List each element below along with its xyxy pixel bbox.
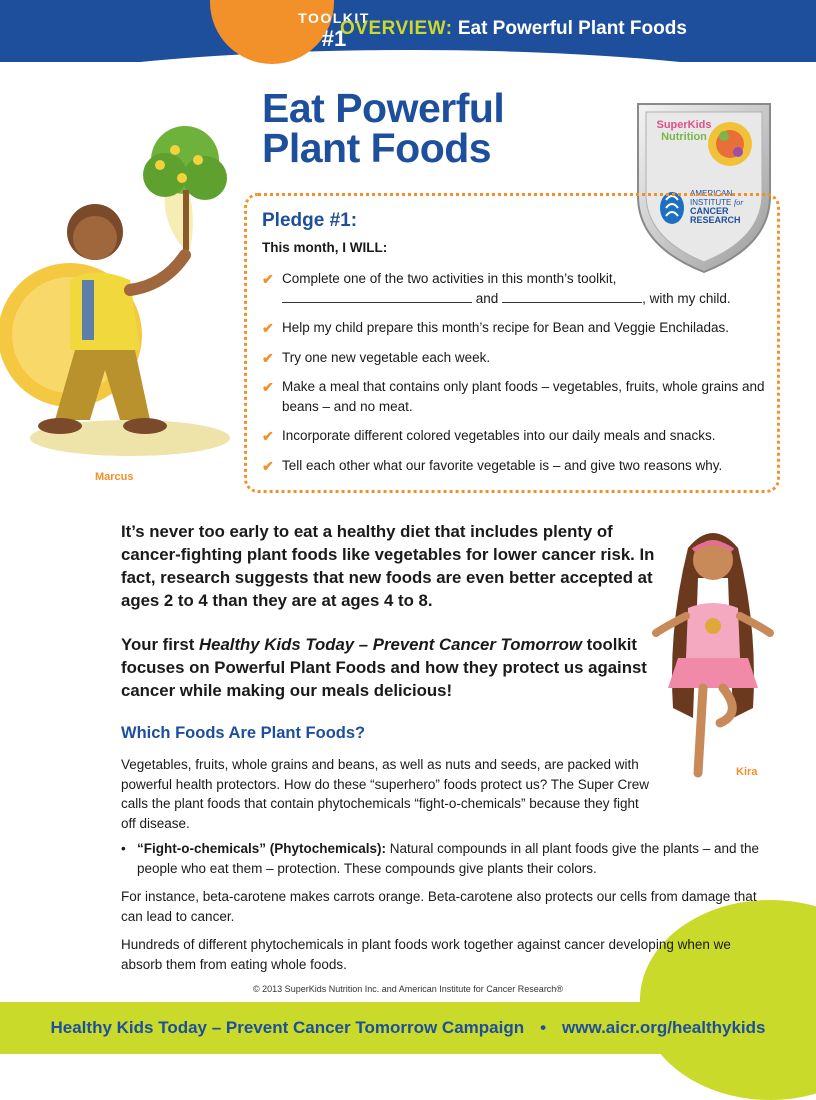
- checkmark-icon: ✔: [262, 350, 274, 366]
- marcus-caption: Marcus: [95, 471, 134, 483]
- intro2-start: Your first: [121, 635, 200, 654]
- pledge-item: [262, 348, 772, 368]
- footer-url-link[interactable]: www.aicr.org/healthykids: [562, 1018, 766, 1037]
- page-title: [262, 85, 622, 171]
- logo-org-research: RESEARCH: [690, 215, 741, 225]
- copyright: © 2013 SuperKids Nutrition Inc. and American Institute for Cancer Research®: [253, 984, 563, 994]
- campaign-name: Healthy Kids Today – Prevent Cancer Tomorrow: [199, 635, 582, 654]
- pledge-item-1-end: , with my child.: [642, 291, 731, 306]
- body-paragraph-2: For instance, beta-carotene makes carrots orange. Beta-carotene also protects our cells from damage that can lead to cancer.: [121, 889, 757, 924]
- pledge-item: [262, 377, 772, 417]
- checkmark-icon: ✔: [262, 271, 274, 287]
- green-swoosh: [640, 900, 816, 1100]
- logo-nutrition: Nutrition: [661, 131, 707, 143]
- title-line-1: Eat Powerful: [262, 85, 505, 131]
- pledge-item: [262, 318, 772, 338]
- section-heading: Which Foods Are Plant Foods?: [121, 724, 366, 742]
- pledge-box: [244, 193, 780, 493]
- pledge-item-text: Make a meal that contains only plant foods – vegetables, fruits, whole grains and beans – and no meat.: [282, 379, 765, 414]
- pledge-title: Pledge #1:: [262, 210, 358, 231]
- footer-separator: •: [540, 1018, 547, 1037]
- title-line-2: Plant Foods: [262, 125, 492, 171]
- checkmark-icon: ✔: [262, 320, 274, 336]
- toolkit-label: TOOLKIT: [298, 10, 370, 26]
- bullet-item: [121, 839, 766, 878]
- pledge-item: [262, 269, 772, 309]
- bullet-definition: Natural compounds in all plant foods give the plants – and the people who eat them – protection. These compounds give plants their colors.: [137, 841, 760, 876]
- activity-blank-1[interactable]: [282, 289, 472, 303]
- body-paragraph-1: Vegetables, fruits, whole grains and beans, as well as nuts and seeds, are packed with powerful health protectors. How do these “superhero” foods protect us? The Super Crew calls the plant foods that contain phytochemicals “fight-o-chemicals” because they fight off disease.: [121, 757, 650, 831]
- bullet-icon: •: [121, 841, 126, 856]
- activity-blank-2[interactable]: [502, 289, 642, 303]
- overview-label: OVERVIEW:: [340, 18, 453, 39]
- kira-caption: Kira: [736, 766, 758, 778]
- intro-paragraph-2: [121, 633, 661, 702]
- logo-org-institute: INSTITUTE: [690, 198, 732, 207]
- pledge-subtitle: This month, I WILL:: [262, 240, 388, 255]
- footer-campaign: Healthy Kids Today – Prevent Cancer Tomorrow Campaign: [50, 1018, 525, 1037]
- pledge-item-text: Help my child prepare this month’s recipe for Bean and Veggie Enchiladas.: [282, 320, 730, 335]
- intro2-end: toolkit focuses on Powerful Plant Foods and how they protect us against cancer while making our meals delicious!: [121, 635, 647, 700]
- overview-title: Eat Powerful Plant Foods: [457, 18, 687, 39]
- footer: [0, 1018, 816, 1038]
- logo-superkids: SuperKids: [656, 119, 712, 131]
- logo-org-for: for: [734, 198, 744, 207]
- toolkit-number: #1: [321, 26, 347, 51]
- pledge-item-1-and: and: [475, 291, 499, 306]
- pledge-item: [262, 426, 772, 446]
- pledge-item-text: Tell each other what our favorite vegetable is – and give two reasons why.: [282, 458, 723, 473]
- logo-org-cancer: CANCER: [690, 206, 729, 216]
- pledge-item: [262, 456, 772, 476]
- logo-org-american: AMERICAN: [690, 189, 733, 198]
- checkmark-icon: ✔: [262, 428, 274, 444]
- bullet-term: “Fight-o-chemicals” (Phytochemicals):: [137, 841, 387, 856]
- intro-paragraph-1: It’s never too early to eat a healthy diet that includes plenty of cancer-fighting plant foods like vegetables for lower cancer risk. In fact, research suggests that new foods are even better accepted at ages 2 to 4 than they are at ages 4 to 8.: [121, 522, 655, 610]
- pledge-item-1-text: Complete one of the two activities in this month’s toolkit,: [282, 271, 617, 286]
- marcus-illustration: [0, 120, 250, 465]
- pledge-item-text: Try one new vegetable each week.: [282, 350, 491, 365]
- kira-illustration: [648, 518, 778, 783]
- body-paragraph-3: Hundreds of different phytochemicals in plant foods work together against cancer developing when we absorb them from eating whole foods.: [121, 937, 731, 972]
- overview-heading: [340, 18, 687, 40]
- checkmark-icon: ✔: [262, 379, 274, 395]
- pledge-item-text: Incorporate different colored vegetables into our daily meals and snacks.: [282, 428, 716, 443]
- checkmark-icon: ✔: [262, 458, 274, 474]
